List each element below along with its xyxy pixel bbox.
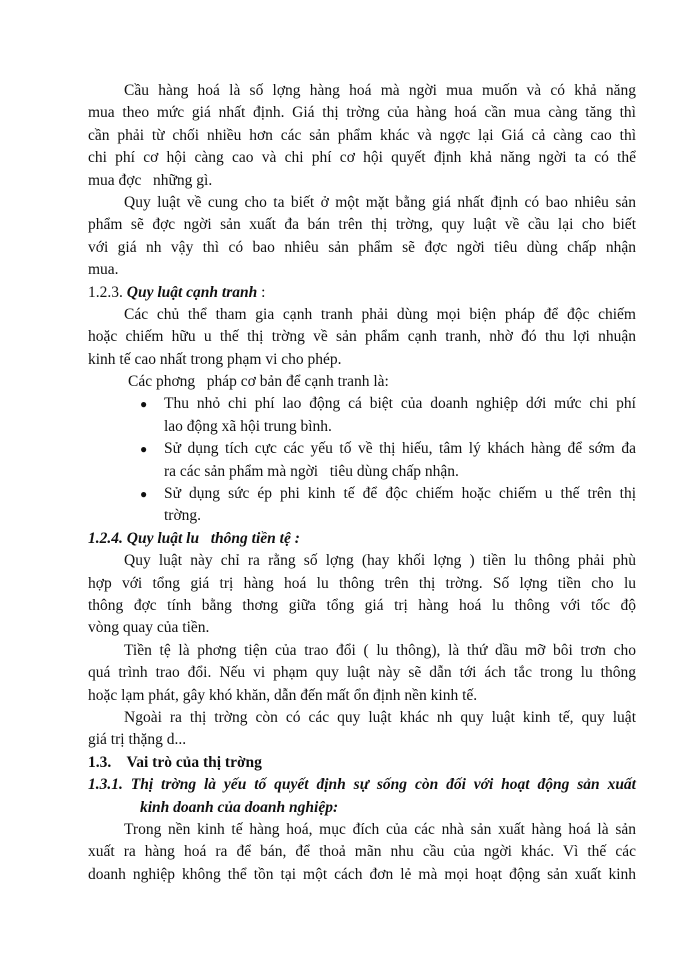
heading-suffix: :	[257, 283, 266, 301]
text-line: hợp với tổng giá trị hàng hoá lu thông trên thị trờng. Số lợng tiền cho lu	[88, 574, 636, 592]
list-item	[88, 393, 636, 415]
section-heading-1-3-1-cont: kinh doanh của doanh nghiệp:	[140, 798, 339, 816]
list-item-text: Sử dụng sức ép phi kinh tế để độc chiếm hoặc chiếm u thế trên thị	[164, 485, 636, 503]
text-line: kinh tế cao nhất trong phạm vi cho phép.	[88, 350, 342, 368]
section-heading-1-2-4: 1.2.4. Quy luật lu thông tiền tệ :	[88, 529, 300, 547]
text-line: Quy luật về cung cho ta biết ở một mặt bằng giá nhất định có bao nhiêu sản	[124, 193, 636, 211]
section-heading-1-3-1: 1.3.1. Thị trờng là yếu tố quyết định sự sống còn đối với hoạt động sản xuất	[88, 776, 636, 794]
bullet-icon: ●	[140, 487, 148, 502]
paragraph-currency	[88, 640, 636, 707]
text-line: quá trình trao đổi. Nếu vi phạm quy luật này sẽ dẫn tới ách tắc trong lu thông	[88, 664, 636, 682]
bullet-icon: ●	[140, 397, 148, 412]
text-line: xuất ra hàng hoá ra để bán, để thoả mãn nhu cầu của ngời khác. Vì thế các	[88, 843, 636, 861]
text-line: lao động xã hội trung bình.	[164, 417, 332, 435]
text-line: Các chủ thể tham gia cạnh tranh phải dùng mọi biện pháp để độc chiếm	[124, 305, 636, 323]
methods-intro: Các phơng pháp cơ bản để cạnh tranh là:	[128, 373, 389, 391]
section-heading-1-2-3	[88, 282, 636, 304]
text-line: giá trị thặng d...	[88, 731, 187, 749]
paragraph-other-laws	[88, 707, 636, 752]
text-line: phẩm sẽ đợc ngời sản xuất đa bán trên thị trờng, quy luật về cầu lại cho biết	[88, 216, 636, 234]
heading-title: Quy luật cạnh tranh	[126, 283, 258, 301]
text-line: Tiền tệ là phơng tiện của trao đổi ( lu thông), là thứ dầu mỡ bôi trơn cho	[124, 641, 636, 659]
paragraph-money-law	[88, 550, 636, 640]
paragraph-demand	[88, 80, 636, 192]
bullet-icon: ●	[140, 442, 148, 457]
list-item	[88, 438, 636, 460]
text-line: vòng quay của tiền.	[88, 619, 210, 637]
text-line: ra các sản phẩm mà ngời tiêu dùng chấp nhận.	[164, 462, 459, 480]
text-line: Ngoài ra thị trờng còn có các quy luật khác nh quy luật kinh tế, quy luật	[124, 708, 636, 726]
list-item	[88, 483, 636, 505]
section-heading-1-3: 1.3. Vai trò của thị trờng	[88, 753, 262, 771]
text-line: mua theo mức giá nhất định. Giá thị trờng của hàng hoá cần mua càng tăng thì	[88, 104, 636, 122]
text-line: hoặc chiếm hữu u thế thị trờng về sản phẩm cạnh tranh, nhờ đó thu lợi nhuận	[88, 328, 636, 346]
paragraph-competition	[88, 304, 636, 371]
text-line: Trong nền kinh tế hàng hoá, mục đích của các nhà sản xuất hàng hoá là sản	[124, 820, 636, 838]
text-line: Quy luật này chỉ ra rằng số lợng (hay khối lợng ) tiền lu thông phải phù	[124, 552, 636, 570]
paragraph-commodity-economy	[88, 819, 636, 886]
text-line: mua.	[88, 261, 119, 279]
text-line: với giá nh vậy thì có bao nhiêu sản phẩm sẽ đợc ngời tiêu dùng chấp nhận	[88, 238, 636, 256]
text-line: cần phải từ chối nhiều hơn các sản phẩm khác và ngợc lại Giá cả càng cao thì	[88, 126, 636, 144]
text-line: trờng.	[164, 507, 202, 525]
text-line: chi phí cơ hội càng cao và chi phí cơ hội quyết định khả năng ngời ta có thể	[88, 149, 636, 167]
text-line: mua đợc những gì.	[88, 171, 213, 189]
text-line: Cầu hàng hoá là số lợng hàng hoá mà ngời mua muốn và có khả năng	[124, 82, 636, 99]
document-page	[88, 80, 636, 886]
text-line: hoặc lạm phát, gây khó khăn, dẫn đến mất ổn định nền kinh tế.	[88, 686, 478, 704]
bullet-list	[88, 393, 636, 527]
text-line: doanh nghiệp không thể tồn tại một cách đơn lẻ mà mọi hoạt động sản xuất kinh	[88, 865, 636, 883]
list-item-text: Sử dụng tích cực các yếu tố về thị hiếu, tâm lý khách hàng để sớm đa	[164, 440, 636, 458]
text-line: thông đợc tính bằng thơng giữa tổng giá trị hàng hoá lu thông với tốc độ	[88, 596, 636, 614]
list-item-text: Thu nhỏ chi phí lao động cá biệt của doanh nghiệp dới mức chi phí	[164, 395, 636, 413]
heading-number: 1.2.3.	[88, 283, 127, 301]
paragraph-supply-law	[88, 192, 636, 282]
